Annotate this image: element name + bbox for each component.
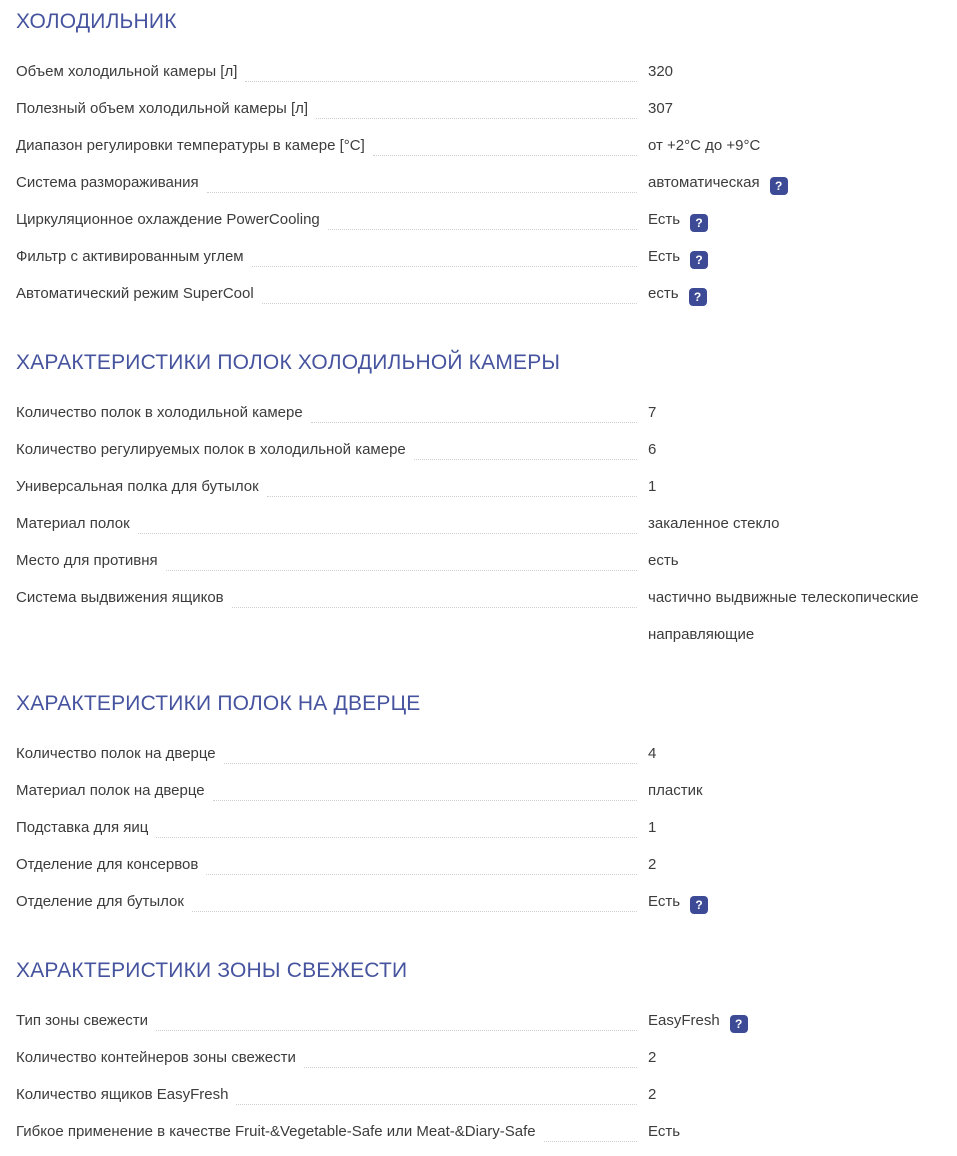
spec-row [16,1076,941,1113]
spec-value-text: Есть [648,1123,681,1140]
spec-sections [16,7,941,1150]
spec-value-text: 320 [648,63,674,80]
spec-value [648,127,941,164]
dotted-leader [156,809,637,838]
spec-label: Полезный объем холодильной камеры [л] [16,100,309,117]
spec-row [16,164,941,201]
dotted-leader [267,468,637,497]
spec-value [648,468,941,505]
spec-label: Количество полок в холодильной камере [16,404,303,421]
spec-value-text: 6 [648,441,657,458]
spec-label: Количество полок на дверце [16,745,216,762]
section-rows [16,735,941,920]
dotted-leader [213,772,637,801]
dotted-leader [166,542,637,571]
spec-value-text: 4 [648,745,657,762]
spec-row [16,53,941,90]
spec-value [648,505,941,542]
spec-value [648,1002,941,1039]
spec-label: Материал полок [16,515,130,532]
dotted-leader [236,1076,637,1105]
spec-label: Диапазон регулировки температуры в камере [°C] [16,137,365,154]
spec-value-text: Есть [648,893,681,910]
spec-section [16,689,941,920]
help-icon[interactable]: ? [730,1015,748,1033]
spec-label: Тип зоны свежести [16,1012,149,1029]
spec-label: Отделение для консервов [16,856,199,873]
spec-value-text: есть [648,552,679,569]
spec-row [16,90,941,127]
spec-value [648,846,941,883]
dotted-leader [252,238,637,267]
spec-label: Автоматический режим SuperCool [16,285,254,302]
spec-label: Количество контейнеров зоны свежести [16,1049,296,1066]
spec-label: Универсальная полка для бутылок [16,478,259,495]
spec-value-text: 2 [648,1086,657,1103]
spec-value [648,1076,941,1113]
spec-section [16,7,941,312]
dotted-leader [156,1002,637,1031]
dotted-leader [414,431,637,460]
section-rows [16,1002,941,1150]
spec-value-text: 1 [648,819,657,836]
section-rows [16,394,941,653]
spec-value [648,772,941,809]
spec-row [16,127,941,164]
section-title: ХОЛОДИЛЬНИК [16,10,177,33]
spec-label: Объем холодильной камеры [л] [16,63,238,80]
spec-value-text: Есть [648,211,681,228]
spec-label: Система размораживания [16,174,199,191]
spec-value-text: EasyFresh [648,1012,720,1029]
spec-value-text: 1 [648,478,657,495]
section-title: ХАРАКТЕРИСТИКИ ПОЛОК ХОЛОДИЛЬНОЙ КАМЕРЫ [16,351,561,374]
dotted-leader [316,90,637,119]
dotted-leader [206,846,637,875]
help-icon[interactable]: ? [690,251,708,269]
spec-value [648,579,941,653]
spec-label: Гибкое применение в качестве Fruit-&Vegetable-Safe или Meat-&Diary-Safe [16,1123,536,1140]
spec-row [16,238,941,275]
spec-label: Фильтр с активированным углем [16,248,244,265]
spec-section [16,956,941,1150]
spec-row [16,201,941,238]
spec-row [16,579,941,653]
dotted-leader [262,275,637,304]
spec-value [648,809,941,846]
spec-row [16,468,941,505]
spec-value [648,735,941,772]
spec-row [16,809,941,846]
spec-row [16,1002,941,1039]
spec-value [648,1039,941,1076]
spec-label: Материал полок на дверце [16,782,205,799]
spec-row [16,846,941,883]
spec-value [648,275,941,312]
spec-row [16,735,941,772]
spec-value [648,542,941,579]
dotted-leader [224,735,637,764]
dotted-leader [232,579,637,608]
section-title: ХАРАКТЕРИСТИКИ ПОЛОК НА ДВЕРЦЕ [16,692,421,715]
dotted-leader [138,505,637,534]
spec-row [16,505,941,542]
help-icon[interactable]: ? [690,214,708,232]
spec-value [648,201,941,238]
spec-value [648,90,941,127]
help-icon[interactable]: ? [689,288,707,306]
spec-value-text: 2 [648,856,657,873]
spec-label: Система выдвижения ящиков [16,589,224,606]
section-title: ХАРАКТЕРИСТИКИ ЗОНЫ СВЕЖЕСТИ [16,959,408,982]
spec-value [648,53,941,90]
spec-row [16,772,941,809]
spec-value-text: закаленное стекло [648,515,780,532]
dotted-leader [311,394,637,423]
spec-value-text: 2 [648,1049,657,1066]
dotted-leader [373,127,637,156]
spec-value [648,883,941,920]
spec-value-text: Есть [648,248,681,265]
spec-value-text: 7 [648,404,657,421]
spec-value-text: частично выдвижные телескопические направляющие [648,589,919,643]
dotted-leader [328,201,637,230]
spec-section [16,348,941,653]
dotted-leader [192,883,637,912]
spec-value [648,1113,941,1150]
help-icon[interactable]: ? [690,896,708,914]
spec-label: Отделение для бутылок [16,893,184,910]
spec-value [648,238,941,275]
spec-value-text: автоматическая [648,174,760,191]
spec-row [16,542,941,579]
spec-value-text: пластик [648,782,703,799]
spec-row [16,883,941,920]
spec-row [16,1113,941,1150]
dotted-leader [304,1039,637,1068]
spec-value-text: 307 [648,100,674,117]
section-rows [16,53,941,312]
spec-row [16,394,941,431]
spec-value [648,164,941,201]
spec-value-text: от +2°C до +9°C [648,137,761,154]
spec-value [648,394,941,431]
dotted-leader [245,53,637,82]
spec-label: Количество ящиков EasyFresh [16,1086,229,1103]
spec-label: Циркуляционное охлаждение PowerCooling [16,211,320,228]
spec-row [16,1039,941,1076]
dotted-leader [207,164,637,193]
spec-label: Подставка для яиц [16,819,149,836]
spec-row [16,431,941,468]
spec-label: Место для противня [16,552,158,569]
spec-value-text: есть [648,285,679,302]
spec-value [648,431,941,468]
spec-label: Количество регулируемых полок в холодильной камере [16,441,406,458]
spec-row [16,275,941,312]
dotted-leader [544,1113,637,1142]
help-icon[interactable]: ? [770,177,788,195]
